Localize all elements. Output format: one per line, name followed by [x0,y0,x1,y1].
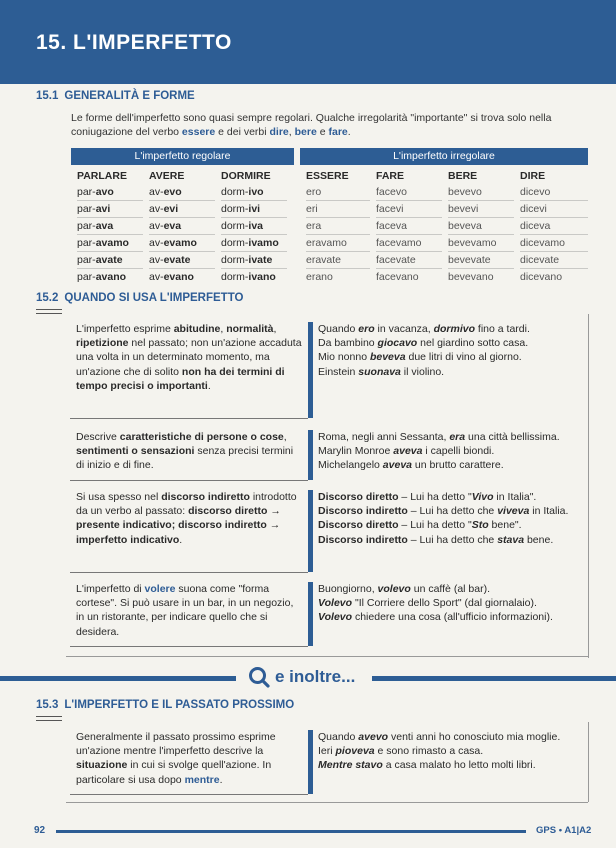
verb-stem: av- [149,254,164,266]
text-span: , [283,431,287,443]
example-verb: volevo [377,583,411,595]
section-heading: QUANDO SI USA L'IMPERFETTO [64,292,244,304]
table-cell [221,184,287,201]
example-line [318,322,598,336]
table-cell [221,235,287,252]
table-cell: erano [306,271,333,283]
table-cell: ero [306,184,370,201]
verb-stem: par- [77,271,96,283]
text-span: in cui si svolge quell'azione. In particolare si usa dopo [76,759,272,786]
section-title-15-1 [36,90,195,102]
text-span: Einstein [318,365,359,378]
text-span: nel giardino sotto casa. [417,337,529,350]
section-number: 15.1 [36,90,59,102]
text-span: e [316,126,329,138]
bold-text: caratteristiche di persone o cose [119,431,284,443]
table-cell [149,235,215,252]
text-span: introdotto da un verbo al passato: [76,491,297,518]
example-line [318,758,598,772]
text-span: , [273,323,277,335]
column-header: BERE [448,170,478,182]
text-span: e dei verbi [215,126,270,138]
section-number: 15.3 [36,699,59,711]
table-cell: dicevi [520,201,588,218]
verb-ending: avano [95,271,127,283]
text-span: i capelli biondi. [422,445,495,458]
page-number: 92 [34,825,46,836]
column-header: ESSERE [306,170,349,182]
verb-ending: evate [163,254,191,266]
text-span: Ieri [318,745,336,758]
example-line [318,730,598,744]
section-divider [36,716,62,721]
section-title-15-2 [36,292,243,304]
verb-stem: par- [77,186,96,198]
example-verb: suonava [358,365,401,378]
bold-text: non ha dei termini di tempo precisi o importanti [76,365,285,392]
text-span: . [347,126,351,138]
table-cell: beveva [448,218,514,235]
example-line [318,490,598,504]
table-cell: facevi [376,201,442,218]
verb-ending: evi [163,203,179,215]
table-cell [77,184,143,201]
e-inoltre-banner [0,664,616,692]
banner-label: e inoltre... [275,667,356,686]
verb-stem: dorm- [221,186,249,198]
bold-text: Discorso diretto [318,519,399,532]
bold-text: ripetizione [76,337,129,350]
verb-stem: par- [77,237,96,249]
example-verb: aveva [382,459,412,472]
bold-text: situazione [76,759,128,772]
column-header: PARLARE [77,170,127,182]
text-span: L'imperfetto esprime [76,323,174,335]
intro-paragraph [71,111,591,139]
text-span: – Lui ha detto " [398,519,472,532]
example-verb: ero [358,323,375,335]
table-cell: dicevate [520,252,588,269]
table-cell: facevo [376,184,442,201]
table-cell: bevevi [448,201,514,218]
section-heading: L'IMPERFETTO E IL PASSATO PROSSIMO [64,699,295,711]
example-sentences [318,582,598,625]
divider-bar [308,490,313,572]
bold-text: Discorso indiretto [318,505,408,518]
table-cell: dicevamo [520,235,588,252]
section-title-15-3 [36,699,294,711]
text-span: Si usa spesso nel [76,491,162,503]
example-verb: Volevo [318,611,353,624]
text-span: – Lui ha detto che [407,505,498,518]
section-number: 15.2 [36,292,59,304]
frame-border [66,802,588,803]
chapter-header [0,0,616,84]
table-cell: eri [306,201,370,218]
text-span: in vacanza, [374,323,434,335]
bold-text: discorso indiretto [161,491,250,503]
example-line [318,430,598,444]
verb-ending: avi [95,203,111,215]
table-title: L'imperfetto irregolare [300,148,588,165]
verb-ending: ivo [248,186,264,198]
verb-stem: av- [149,186,164,198]
text-span: L'imperfetto di [76,583,145,595]
section-heading: GENERALITÀ E FORME [64,90,195,102]
row-underline [70,480,308,481]
example-sentences [318,430,598,473]
table-cell: bevevano [448,271,494,283]
table-cell [77,252,143,269]
divider-bar [308,322,313,418]
text-span: . [179,533,183,546]
table-cell [77,235,143,252]
table-cell [149,201,215,218]
rule-description [70,730,300,787]
example-line [318,365,598,379]
divider-bar [308,730,313,794]
table-column [215,165,287,285]
table-cell: eravate [306,252,370,269]
table-column [300,165,370,285]
example-sentences [318,490,598,547]
table-cell: eravamo [306,235,370,252]
text-span: bene". [488,519,522,532]
bold-text: Discorso indiretto [318,533,408,546]
verb-stem: av- [149,271,164,283]
verb-ending: ivate [248,254,273,266]
rule-description [70,490,304,547]
verb-ending: evamo [163,237,197,249]
verb-ending: ivamo [248,237,279,249]
table-cell [149,218,215,235]
table-cell: dicevo [520,184,588,201]
divider-bar [308,430,313,480]
table-cell [149,269,215,285]
example-line [318,596,598,610]
example-verb: era [449,431,466,443]
example-verb: viveva [497,505,530,518]
table-column [71,165,143,285]
column-header: FARE [376,170,405,182]
highlighted-term: dire [269,126,289,138]
text-span: Descrive [76,431,120,443]
table-column [514,165,588,285]
example-verb: Volevo [318,597,353,610]
example-line [318,744,598,758]
regular-conjugation-table [71,148,294,285]
example-line [318,444,598,458]
table-cell: bevevamo [448,235,514,252]
highlighted-term: mentre [184,773,220,786]
example-verb: beveva [369,351,406,364]
verb-ending: ivano [248,271,276,283]
text-span: bene. [524,533,554,546]
verb-stem: av- [149,203,164,215]
verb-ending: avamo [95,237,129,249]
column-header: DIRE [520,170,546,182]
book-label: GPS • A1|A2 [536,825,592,836]
table-cell [221,269,287,285]
verb-stem: par- [77,220,96,232]
example-verb: giocavo [377,337,418,350]
verb-ending: eva [163,220,182,232]
verb-ending: iva [248,220,264,232]
text-span: . [207,379,211,392]
magnifier-icon [248,666,270,688]
table-cell [77,201,143,218]
text-span: Da bambino [318,337,378,350]
divider-bar [308,582,313,646]
text-span: un caffè (al bar). [410,583,490,595]
example-verb: stava [497,533,525,546]
text-span: il violino. [400,365,445,378]
text-span: , [220,323,227,335]
bold-text: normalità [226,323,274,335]
table-cell [77,269,143,285]
verb-ending: avate [95,254,123,266]
example-line [318,504,598,518]
column-header: AVERE [149,170,185,182]
table-cell: facevate [376,252,442,269]
footer-line [56,830,526,833]
verb-stem: dorm- [221,220,249,232]
table-title: L'imperfetto regolare [71,148,294,165]
table-column [370,165,442,285]
text-span: Marylin Monroe [318,445,394,458]
example-sentences [318,730,598,773]
bold-text: Discorso diretto [318,491,399,503]
table-cell [77,218,143,235]
bold-text: sentimenti o sensazioni [76,445,195,458]
text-span: "Il Corriere dello Sport" (dal giornalaio). [352,597,537,610]
text-span: in Italia". [493,491,537,503]
verb-ending: ava [95,220,114,232]
row-underline [70,794,308,795]
verb-stem: av- [149,237,164,249]
rule-description [70,430,304,473]
text-span: Le forme dell'imperfetto sono quasi sempre regolari. Qualche irregolarità "importante" si trova solo nella coniugazione del verbo [71,112,552,138]
example-verb: dormivo [433,323,476,335]
text-span: un brutto carattere. [412,459,504,472]
banner-line [372,676,616,681]
text-span: – Lui ha detto che [407,533,498,546]
irregular-conjugation-table [300,148,588,285]
example-verb: Vivo [471,491,494,503]
table-cell [149,184,215,201]
text-span: due litri di vino al giorno. [405,351,522,364]
rule-description [70,322,304,393]
example-verb: Mentre stavo [318,759,383,772]
text-span: una città bellissima. [465,431,560,443]
text-span: e sono rimasto a casa. [374,745,484,758]
banner-line [0,676,236,681]
highlighted-term: bere [294,126,317,138]
frame-border [588,314,589,658]
text-span: fino a tardi. [475,323,530,335]
text-span: , [288,126,295,138]
table-cell [221,252,287,269]
verb-stem: dorm- [221,203,249,215]
example-line [318,518,598,532]
text-span: Generalmente il passato prossimo esprime un'azione mentre l'imperfetto descrive la [76,731,276,758]
table-cell: diceva [520,218,588,235]
example-verb: avevo [358,731,389,743]
table-column [442,165,514,285]
section-divider [36,309,62,314]
text-span: in Italia. [529,505,569,518]
table-cell: facevamo [376,235,442,252]
highlighted-term: essere [181,126,216,138]
bold-text: discorso diretto → presente indicativo; discorso indiretto → imperfetto indicativo [76,505,281,546]
verb-ending: ivi [248,203,261,215]
example-line [318,458,598,472]
verb-stem: par- [77,254,96,266]
text-span: chiedere una cosa (all'ufficio informazioni). [352,611,553,624]
text-span: senza precisi termini di inizio e di fine. [76,445,294,472]
rule-description [70,582,304,639]
verb-stem: par- [77,203,96,215]
verb-stem: dorm- [221,237,249,249]
text-span: venti anni ho conosciuto mia moglie. [388,731,561,743]
table-cell: era [306,218,370,235]
text-span: nel passato; non un'azione accaduta una volta in un determinato momento, ma un'azione che di solito [76,337,302,378]
verb-ending: evano [163,271,194,283]
table-column [143,165,215,285]
text-span: a casa malato ho letto molti libri. [382,759,536,772]
table-cell [221,218,287,235]
text-span: Buongiorno, [318,583,378,595]
table-cell: dicevano [520,271,563,283]
example-verb: aveva [393,445,423,458]
highlighted-term: volere [144,583,176,595]
table-cell: bevevo [448,184,514,201]
text-span: Michelangelo [318,459,383,472]
verb-stem: dorm- [221,271,249,283]
example-line [318,610,598,624]
frame-border [66,656,588,657]
text-span: Quando [318,731,359,743]
example-verb: Sto [471,519,489,532]
table-cell: bevevate [448,252,514,269]
table-cell [149,252,215,269]
example-line [318,582,598,596]
table-cell: faceva [376,218,442,235]
bold-text: abitudine [173,323,221,335]
frame-border [588,722,589,802]
verb-ending: evo [163,186,182,198]
row-underline [70,646,308,647]
text-span: – Lui ha detto " [398,491,472,503]
table-cell [221,201,287,218]
text-span: suona come "forma cortese". Si può usare in un bar, in un negozio, in un ristorante, per indicare quello che si desidera. [76,583,294,638]
row-underline [70,418,308,419]
text-span: Quando [318,323,359,335]
example-line [318,533,598,547]
verb-ending: avo [95,186,114,198]
verb-stem: dorm- [221,254,249,266]
example-sentences [318,322,598,379]
highlighted-term: fare [328,126,348,138]
example-line [318,350,598,364]
example-line [318,336,598,350]
chapter-title: 15. L'IMPERFETTO [36,31,232,54]
example-verb: pioveva [335,745,375,758]
text-span: Roma, negli anni Sessanta, [318,431,450,443]
verb-stem: av- [149,220,164,232]
table-cell: facevano [376,271,419,283]
text-span: . [219,773,223,786]
column-header: DORMIRE [221,170,271,182]
row-underline [70,572,308,573]
text-span: Mio nonno [318,351,370,364]
